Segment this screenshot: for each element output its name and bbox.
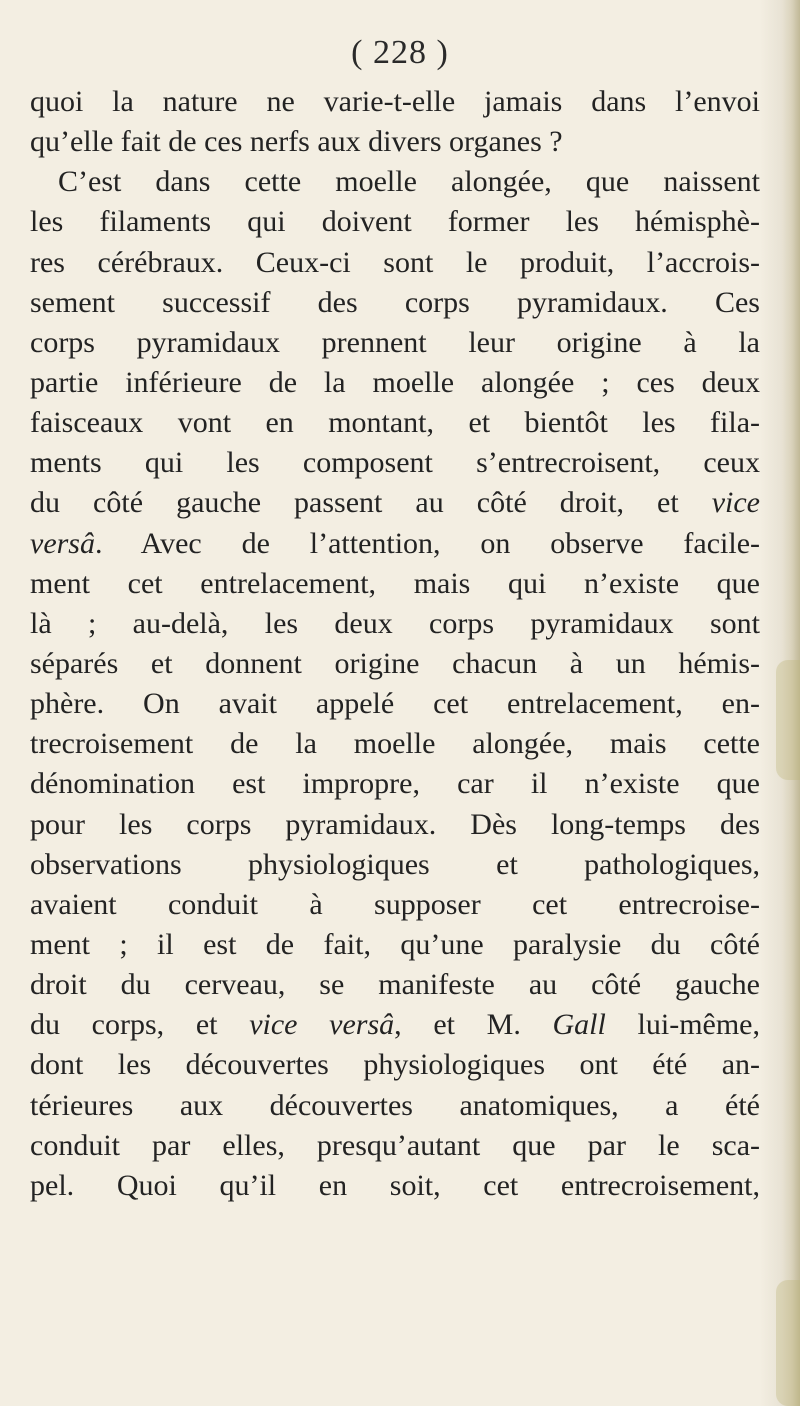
- text-run: sement successif des corps pyramidaux. Ces: [30, 285, 760, 319]
- text-line: [30, 724, 760, 764]
- text-run: res cérébraux. Ceux-ci sont le produit, l’accrois-: [30, 245, 760, 279]
- text-run: ment cet entrelacement, mais qui n’existe que: [30, 566, 760, 600]
- text-run: ment ; il est de fait, qu’une paralysie du côté: [30, 927, 760, 961]
- text-line: [30, 925, 760, 965]
- text-run: les filaments qui doivent former les hémisphè-: [30, 205, 760, 239]
- text-line: [30, 885, 760, 925]
- text-run: dénomination est impropre, car il n’existe que: [30, 767, 760, 801]
- text-run: du côté gauche passent au côté droit, et: [30, 486, 712, 520]
- text-line: [30, 443, 760, 483]
- text-line: [30, 483, 760, 523]
- text-line: [30, 1045, 760, 1085]
- paper-stain: [776, 660, 800, 780]
- text-run: . Avec de l’attention, on observe facile-: [94, 526, 760, 560]
- text-line: [30, 564, 760, 604]
- italic-text-run: vice: [711, 486, 760, 520]
- text-line: [30, 363, 760, 403]
- text-run: séparés et donnent origine chacun à un hémis-: [30, 646, 760, 680]
- text-line: [30, 122, 760, 162]
- text-run: pour les corps pyramidaux. Dès long-temps des: [30, 807, 760, 841]
- text-run: quoi la nature ne varie-t-elle jamais dans l’envoi: [30, 85, 760, 118]
- text-line: [30, 162, 760, 202]
- text-line: [30, 82, 760, 122]
- text-run: phère. On avait appelé cet entrelacement, en-: [30, 687, 760, 721]
- text-line: [30, 1126, 760, 1166]
- text-line: [30, 805, 760, 845]
- text-line: [30, 965, 760, 1005]
- text-run: qu’elle fait de ces nerfs aux divers organes ?: [30, 125, 563, 159]
- text-run: lui-même,: [605, 1008, 760, 1042]
- text-run: , et M.: [394, 1008, 553, 1042]
- text-run: conduit par elles, presqu’autant que par le sca-: [30, 1128, 760, 1162]
- text-line: [30, 243, 760, 283]
- text-line: [30, 1166, 760, 1206]
- text-run: avaient conduit à supposer cet entrecroise-: [30, 887, 760, 921]
- text-line: [30, 283, 760, 323]
- text-line: [30, 604, 760, 644]
- text-run: dont les découvertes physiologiques ont été an-: [30, 1048, 760, 1082]
- text-line: [30, 202, 760, 242]
- text-line: [30, 644, 760, 684]
- italic-text-run: versâ: [30, 526, 95, 560]
- text-line: [30, 845, 760, 885]
- text-line: [30, 684, 760, 724]
- text-run: du corps, et: [30, 1008, 250, 1042]
- text-line: [30, 403, 760, 443]
- text-run: térieures aux découvertes anatomiques, a été: [30, 1088, 760, 1122]
- text-line: [30, 764, 760, 804]
- text-run: faisceaux vont en montant, et bientôt les fila-: [30, 406, 760, 440]
- text-line: [30, 323, 760, 363]
- body-text: [30, 82, 760, 1206]
- text-line: [30, 524, 760, 564]
- text-run: corps pyramidaux prennent leur origine à la: [30, 325, 760, 359]
- page-number-header: ( 228 ): [351, 34, 449, 71]
- text-run: pel. Quoi qu’il en soit, cet entrecroisement,: [30, 1168, 760, 1202]
- text-run: ments qui les composent s’entrecroisent, ceux: [30, 446, 760, 480]
- text-run: partie inférieure de la moelle alongée ; ces deux: [30, 365, 760, 399]
- text-line: [30, 1086, 760, 1126]
- text-run: droit du cerveau, se manifeste au côté gauche: [30, 968, 760, 1002]
- text-run: là ; au-delà, les deux corps pyramidaux sont: [30, 606, 760, 640]
- italic-text-run: Gall: [552, 1008, 606, 1042]
- text-run: observations physiologiques et pathologiques,: [30, 847, 760, 881]
- paper-stain: [776, 1280, 800, 1406]
- text-run: trecroisement de la moelle alongée, mais cette: [30, 727, 760, 761]
- text-run: C’est dans cette moelle alongée, que naissent: [58, 165, 760, 199]
- italic-text-run: vice versâ: [249, 1008, 395, 1042]
- text-line: [30, 1005, 760, 1045]
